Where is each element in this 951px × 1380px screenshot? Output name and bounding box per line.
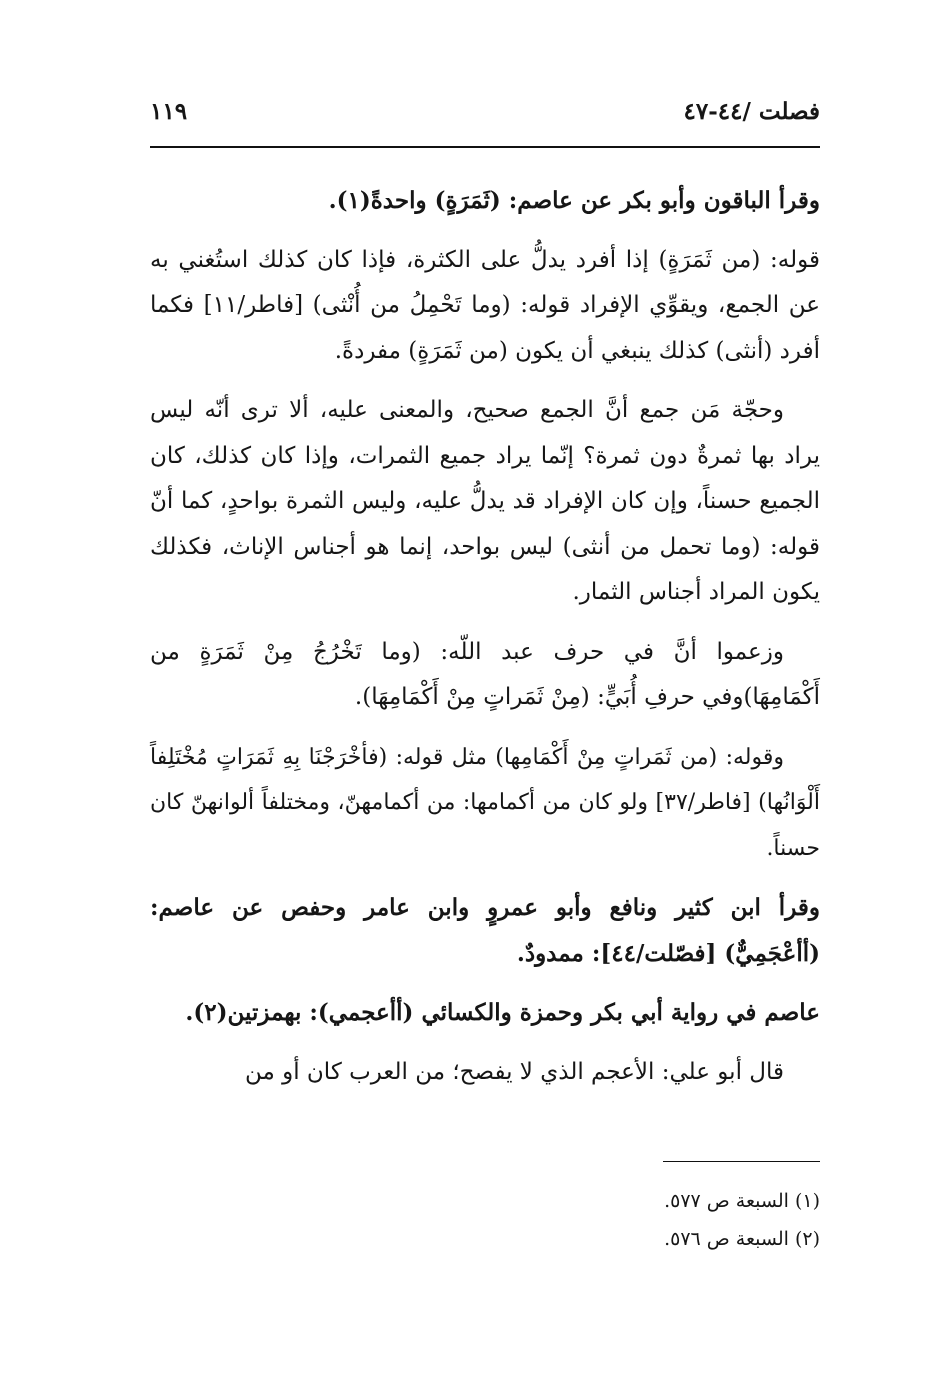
- footnote-1: (١) السبعة ص ٥٧٧.: [664, 1190, 820, 1212]
- paragraph-variant-readings: وزعموا أنَّ في حرف عبد اللّه: (وما تَخْرُجُ مِنْ ثَمَرَةٍ من أَكْمَامِهَا)وفي حرفِ أُبَيٍّ: (مِنْ ثَمَراتٍ مِنْ أَكْمَامِهَا).: [150, 638, 820, 710]
- paragraph-reading-two-hamzas: عاصم في رواية أبي بكر وحمزة والكسائي (أأعجمي): بهمزتين(٢).: [185, 999, 820, 1026]
- running-header: [150, 98, 820, 142]
- paragraph-reading-aajami: وقرأ ابن كثير ونافع وأبو عمروٍ وابن عامر وحفص عن عاصم: (أأعْجَمِيٌّ) [فصّلت/٤٤]: ممدودٌ.: [150, 894, 820, 967]
- page-number: ١١٩: [150, 98, 188, 125]
- header-divider: [150, 146, 820, 148]
- paragraph-reading-thamara: وقرأ الباقون وأبو بكر عن عاصم: (ثَمَرَةٍ) واحدةً(١).: [328, 187, 820, 214]
- footnote-divider: [663, 1161, 820, 1162]
- paragraph-akmamiha: وقوله: (من ثَمَراتٍ مِنْ أَكْمَامِها) مثل قوله: (فأخْرَجْنَا بِهِ ثَمَرَاتٍ مُخْتَلِفاً أَلْوَانُها) [فاطر/٣٧] ولو كان من أكمامها: من أكمامهنّ، ومختلفاً ألوانهنّ كان حسناً.: [150, 744, 821, 861]
- paragraph-singular-argument: قوله: (من ثَمَرَةٍ) إذا أفرد يدلُّ على الكثرة، فإذا كان كذلك استُغني به عن الجمع، ويقوِّي الإفراد قوله: (وما تَحْمِلُ من أُنْثى) [فاطر/١١] فكما أفرد (أنثى) كذلك ينبغي أن يكون (من ثَمَرَةٍ) مفردةً.: [150, 246, 820, 364]
- paragraph-plural-argument: وحجّة مَن جمع أنَّ الجمع صحيح، والمعنى عليه، ألا ترى أنّه ليس يراد بها ثمرةٌ دون ثمرة؟ إنّما يراد جميع الثمرات، وإذا كان كذلك، كان الجميع حسناً، وإن كان الإفراد قد يدلُّ عليه، وليس الثمرة بواحدٍ، كما أنّ قوله: (وما تحمل من أنثى) ليس بواحد، إنما هو أجناس الإناث، فكذلك يكون المراد أجناس الثمار.: [150, 397, 820, 605]
- footnotes: [150, 1182, 820, 1258]
- paragraph-abu-ali: قال أبو علي: الأعجم الذي لا يفصح؛ من العرب كان أو من: [244, 1058, 784, 1085]
- header-surah-reference: فصلت /٤٤-٤٧: [683, 98, 820, 125]
- footnote-2: (٢) السبعة ص ٥٧٦.: [664, 1228, 820, 1250]
- main-text: [150, 178, 820, 1095]
